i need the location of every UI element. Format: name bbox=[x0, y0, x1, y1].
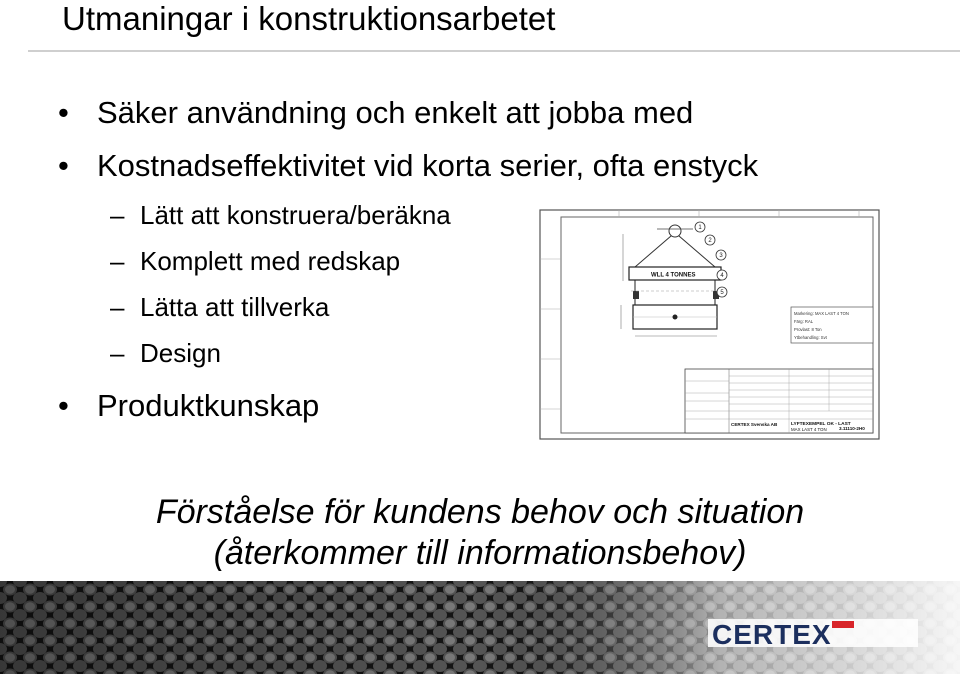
balloon-label: 1 bbox=[698, 225, 702, 231]
sub-bullet-text: Design bbox=[140, 338, 221, 368]
title-block-company: CERTEX Svenska AB bbox=[731, 422, 778, 427]
note-line: Färg: RAL bbox=[794, 319, 814, 324]
slide-title: Utmaningar i konstruktionsarbetet bbox=[62, 0, 556, 37]
sub-bullet-dash-icon: – bbox=[110, 338, 125, 368]
sub-bullet-text: Lätt att konstruera/beräkna bbox=[140, 200, 451, 230]
balloon-label: 2 bbox=[708, 238, 712, 244]
note-line: Markering: MAX LAST 4 TON bbox=[794, 311, 849, 316]
certex-logo bbox=[708, 619, 918, 650]
sub-bullet-dash-icon: – bbox=[110, 200, 125, 230]
bullet-dot-icon: • bbox=[58, 388, 69, 423]
balloon-label: 3 bbox=[719, 253, 723, 259]
sub-bullet-dash-icon: – bbox=[110, 292, 125, 322]
bullet-text: Säker användning och enkelt att jobba med bbox=[97, 95, 694, 130]
bullet-text: Produktkunskap bbox=[97, 388, 320, 423]
logo-text: CERTEX bbox=[712, 619, 832, 650]
title-block-title: LYFTEXEMPEL OK - LAST bbox=[791, 422, 851, 427]
notes-box bbox=[791, 307, 873, 343]
sub-bullet-text: Lätta att tillverka bbox=[140, 292, 330, 322]
sub-bullet-dash-icon: – bbox=[110, 246, 125, 276]
title-divider bbox=[28, 50, 960, 52]
footer-banner bbox=[0, 581, 960, 674]
note-line: Ytbehandling: Svt bbox=[794, 335, 827, 340]
balloon-label: 5 bbox=[720, 290, 724, 296]
sub-bullet-text: Komplett med redskap bbox=[140, 246, 401, 276]
quote-line-2: (återkommer till informationsbehov) bbox=[213, 534, 747, 572]
technical-drawing bbox=[539, 209, 880, 440]
balloon-label: 4 bbox=[720, 273, 724, 279]
bullet-dot-icon: • bbox=[58, 95, 69, 130]
title-block bbox=[685, 369, 873, 433]
title-block-max-load: MAX LAST 4 TON bbox=[791, 427, 827, 432]
quote-line-1: Förståelse för kundens behov och situation bbox=[155, 493, 805, 531]
note-line: Provlast: 8 Ton bbox=[794, 327, 822, 332]
bullet-text: Kostnadseffektivitet vid korta serier, ofta enstyck bbox=[97, 148, 759, 183]
bullet-dot-icon: • bbox=[58, 148, 69, 183]
wll-label: WLL 4 TONNES bbox=[651, 272, 696, 279]
logo-red-bar bbox=[832, 621, 854, 628]
title-block-drawing-number: 3.11110-2H0 bbox=[839, 426, 865, 431]
